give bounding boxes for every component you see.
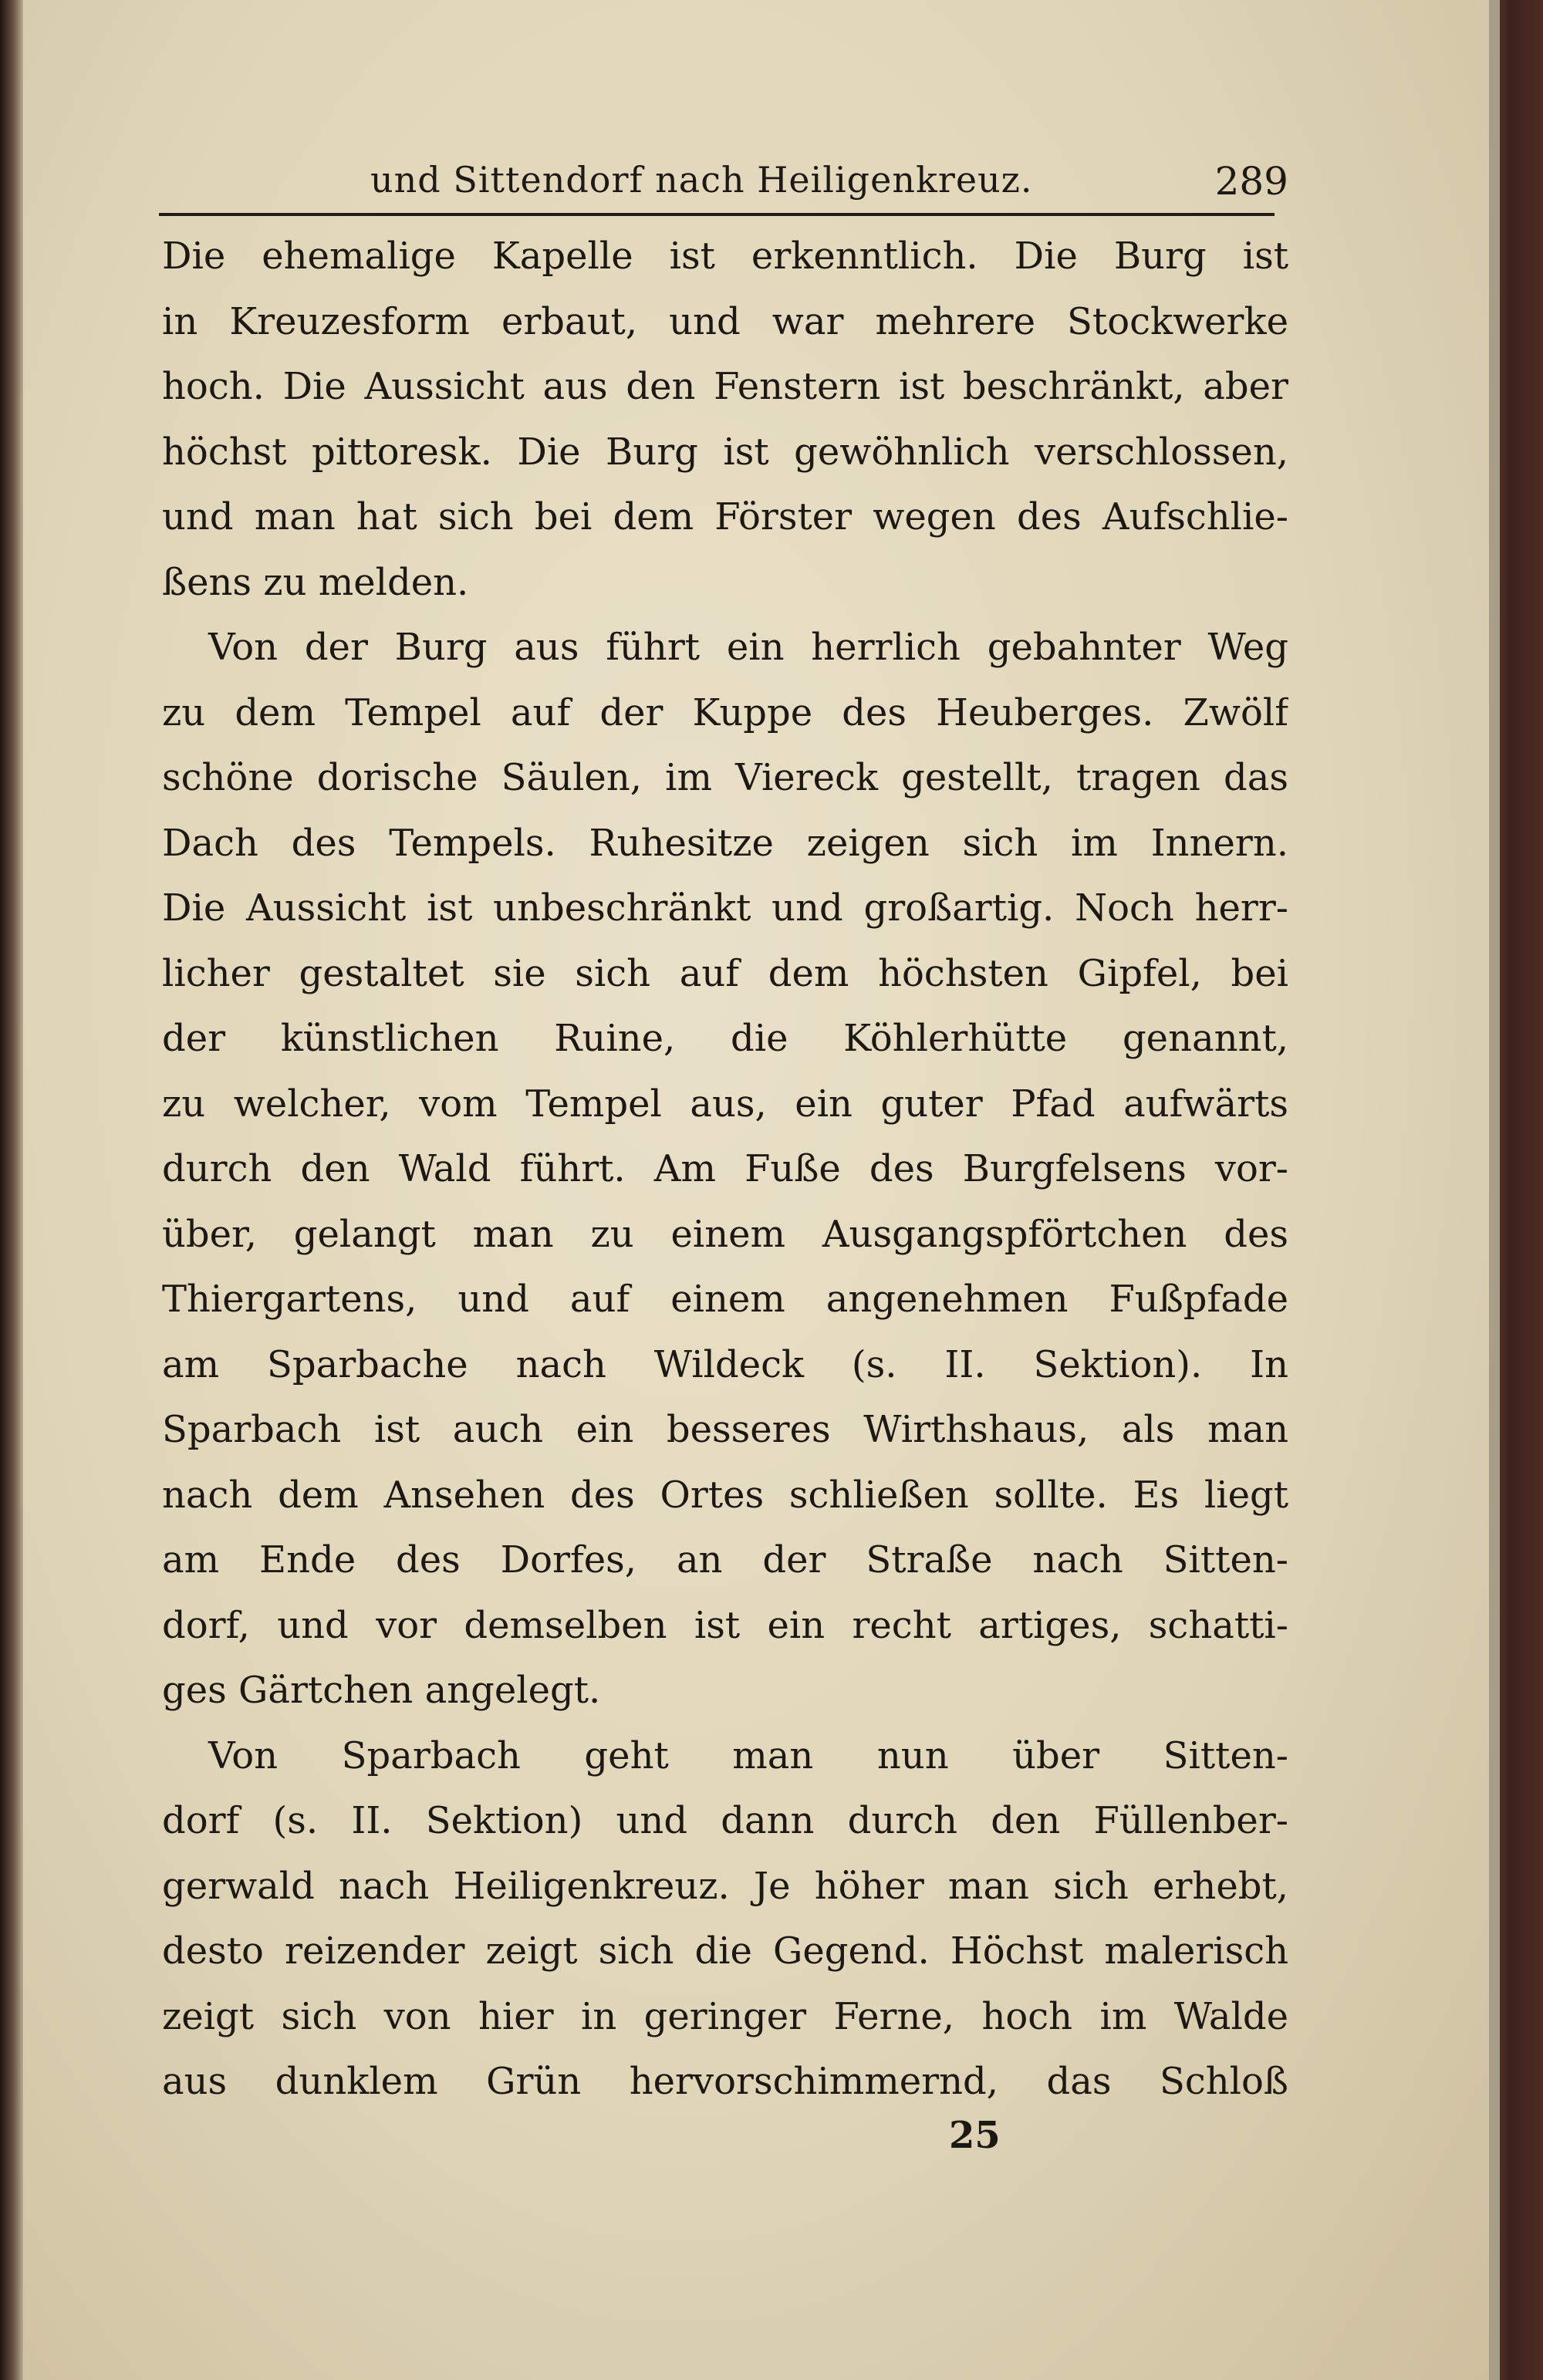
running-head [162,159,1288,205]
page-number: 289 [1214,159,1288,204]
page-left-edge [0,0,23,2380]
signature-mark: 25 [949,2114,1001,2157]
header-rule [159,213,1275,216]
text-line: desto reizender zeigt sich die Gegend. Höchst malerisch [162,1929,1288,1973]
book-cover-edge [1489,0,1543,2380]
text-line: in Kreuzesform erbaut, und war mehrere Stockwerke [162,299,1288,343]
text-line: gerwald nach Heiligenkreuz. Je höher man sich erhebt, [162,1864,1288,1908]
text-line: Sparbach ist auch ein besseres Wirthshaus, als man [162,1408,1288,1451]
page-stack-edge [1489,0,1500,2380]
text-line: Von der Burg aus führt ein herrlich gebahnter Weg [208,626,1288,669]
text-line: durch den Wald führt. Am Fuße des Burgfelsens vor- [162,1147,1288,1190]
text-line: höchst pittoresk. Die Burg ist gewöhnlich verschlossen, [162,430,1288,474]
text-line: schöne dorische Säulen, im Viereck gestellt, tragen das [162,756,1288,799]
text-line: aus dunklem Grün hervorschimmernd, das Schloß [162,2060,1288,2103]
text-line: Dach des Tempels. Ruhesitze zeigen sich im Innern. [162,821,1288,865]
text-line: zeigt sich von hier in geringer Ferne, hoch im Walde [162,1994,1288,2038]
text-line: dorf, und vor demselben ist ein recht artiges, schatti- [162,1603,1288,1647]
book-page [23,0,1489,2380]
text-line: hoch. Die Aussicht aus den Fenstern ist beschränkt, aber [162,365,1288,408]
text-line: der künstlichen Ruine, die Köhlerhütte genannt, [162,1017,1288,1060]
body-text [162,224,1288,2115]
text-line: über, gelangt man zu einem Ausgangspförtchen des [162,1212,1288,1256]
text-line: und man hat sich bei dem Förster wegen des Aufschlie- [162,495,1288,538]
text-line: ges Gärtchen angelegt. [162,1669,601,1712]
text-line: Die ehemalige Kapelle ist erkenntlich. Die Burg ist [162,235,1288,278]
text-line: zu welcher, vom Tempel aus, ein guter Pfad aufwärts [162,1082,1288,1126]
text-line: nach dem Ansehen des Ortes schließen sollte. Es liegt [162,1473,1288,1517]
text-line: Die Aussicht ist unbeschränkt und großartig. Noch herr- [162,886,1288,930]
text-line: am Ende des Dorfes, an der Straße nach Sitten- [162,1538,1288,1582]
text-line: zu dem Tempel auf der Kuppe des Heuberges. Zwölf [162,690,1288,734]
text-line: Von Sparbach geht man nun über Sitten- [208,1734,1288,1777]
text-line: am Sparbache nach Wildeck (s. II. Sektion). In [162,1342,1288,1386]
text-line: dorf (s. II. Sektion) und dann durch den Füllenber- [162,1799,1288,1842]
text-line: Thiergartens, und auf einem angenehmen Fußpfade [162,1278,1288,1321]
text-line: ßens zu melden. [162,560,469,604]
running-head-title: und Sittendorf nach Heiligenkreuz. [370,159,1033,201]
text-line: licher gestaltet sie sich auf dem höchsten Gipfel, bei [162,951,1288,995]
